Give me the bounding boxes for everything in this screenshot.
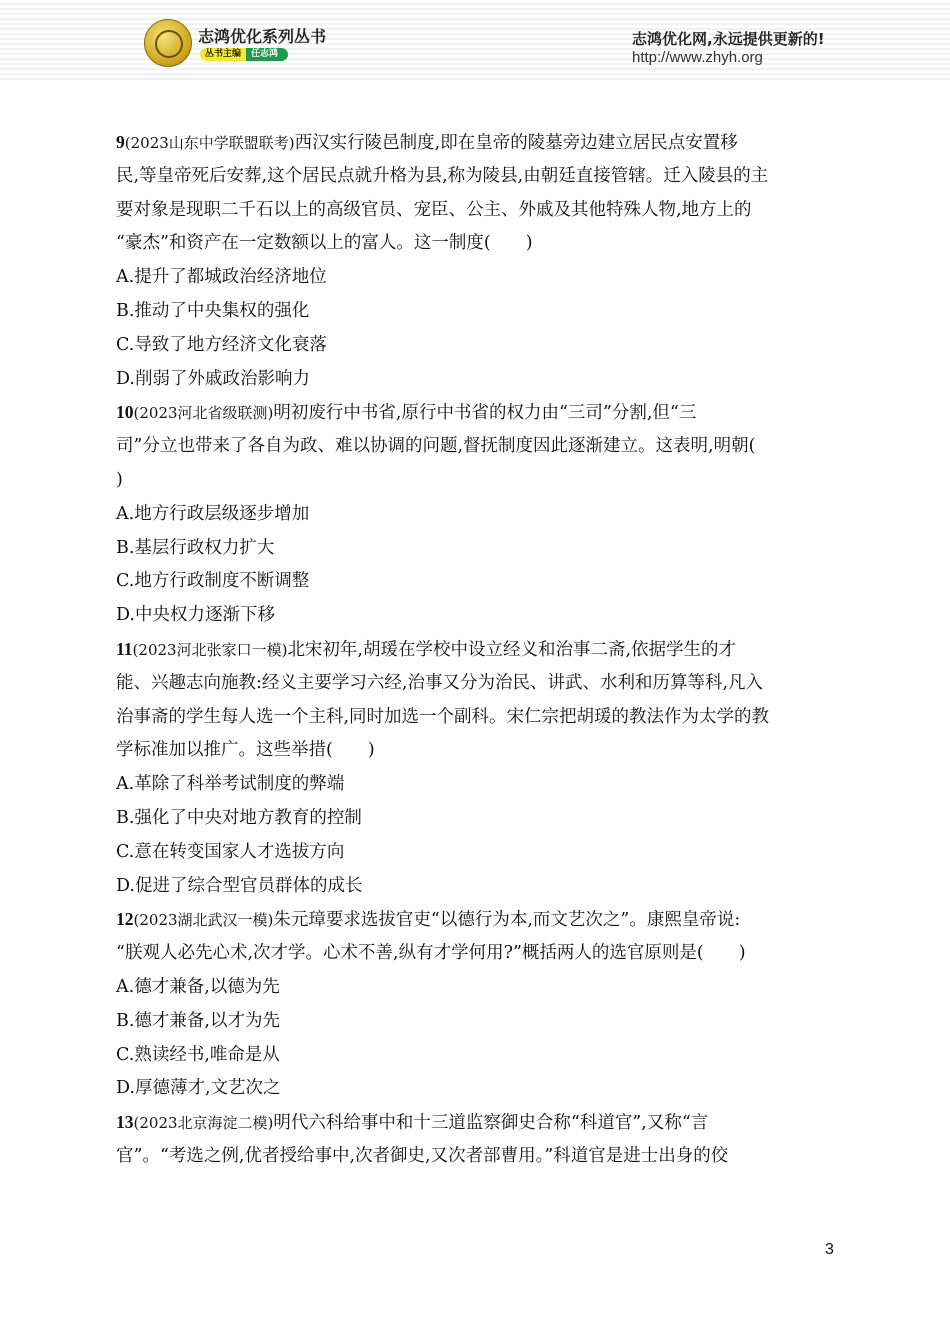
stem-text: 民,等皇帝死后安葬,这个居民点就升格为县,称为陵县,由朝廷直接管辖。迁入陵县的主 [116,165,769,186]
stem-text: 朱元璋要求选拔官吏“以德行为本,而文艺次之”。康熙皇帝说: [273,910,741,931]
question-source: (2023山东中学联盟联考) [124,134,295,152]
question-stem-line [116,734,846,768]
question-source: (2023河北省级联测) [133,404,274,423]
stem-text: 治事斋的学生每人选一个主科,同时加选一个副科。宋仁宗把胡瑗的教法作为太学的教 [116,706,770,727]
question-number: 10 [116,402,134,423]
stem-text: 要对象是现职二千石以上的高级官员、宠臣、公主、外戚及其他特殊人物,地方上的 [116,199,752,220]
page-header [0,0,950,80]
stem-text: 司”分立也带来了各自为政、难以协调的问题,督抚制度因此逐渐建立。这表明,明朝( [116,436,756,457]
question-source: (2023湖北武汉一模) [133,911,274,930]
answer-option: D.促进了综合型官员群体的成长 [116,875,363,896]
question-stem-line [116,701,846,735]
question-stem-line [116,126,846,160]
stem-text: 明初废行中书省,原行中书省的权力由“三司”分割,但“三 [273,403,697,424]
question-stem-line [116,464,846,498]
question-stem-line [116,396,846,430]
question-stem-line [116,1140,846,1174]
badge-name: 任志鸿 [246,48,288,61]
question-number: 11 [116,638,133,659]
question-number: 9 [116,132,125,152]
question-source: (2023北京海淀二模) [133,1114,274,1133]
answer-option: C.熟读经书,唯命是从 [116,1044,280,1065]
answer-option: A.提升了都城政治经济地位 [116,267,327,288]
stem-text: ) [116,469,123,490]
question-stem-line [116,160,846,194]
stem-text: “豪杰”和资产在一定数额以上的富人。这一制度( ) [116,233,533,254]
answer-option: B.德才兼备,以才为先 [116,1010,280,1031]
question-list [116,126,846,1174]
badge-label: 丛书主编 [200,48,246,61]
question [116,633,846,903]
answer-option: C.地方行政制度不断调整 [116,571,310,592]
question-stem-line [116,227,846,261]
answer-option: A.地方行政层级逐步增加 [116,503,310,524]
question-number: 13 [116,1112,134,1133]
editor-badge [200,48,288,61]
answer-option: C.导致了地方经济文化衰落 [116,334,327,355]
answer-option: D.削弱了外戚政治影响力 [116,368,310,389]
question-stem-line [116,937,846,971]
stem-text: 学标准加以推广。这些举措( ) [116,740,375,761]
question-stem-line [116,633,846,667]
question-stem-line [116,903,846,937]
question-number: 12 [116,909,134,930]
publisher-logo-icon [144,19,192,67]
slogan: 志鸿优化网,永远提供更新的! [632,30,825,48]
answer-option: C.意在转变国家人才选拔方向 [116,841,345,862]
question [116,396,846,633]
question-stem-line [116,430,846,464]
answer-option: B.强化了中央对地方教育的控制 [116,807,362,828]
stem-text: “朕观人必先心术,次才学。心术不善,纵有才学何用?”概括两人的选官原则是( ) [116,943,746,964]
answer-option: D.厚德薄才,文艺次之 [116,1078,281,1099]
answer-option: D.中央权力逐渐下移 [116,605,275,626]
stem-text: 北宋初年,胡瑗在学校中设立经义和治事二斋,依据学生的才 [287,639,737,660]
answer-option: A.德才兼备,以德为先 [116,976,280,997]
website-url: http://www.zhyh.org [632,49,763,66]
answer-option: B.推动了中央集权的强化 [116,300,310,321]
stem-text: 能、兴趣志向施教:经义主要学习六经,治事又分为治民、讲武、水利和历算等科,凡入 [116,672,764,693]
question-stem-line [116,1106,846,1140]
question-source: (2023河北张家口一模) [132,640,288,659]
question-stem-line [116,194,846,228]
answer-option: A.革除了科举考试制度的弊端 [116,774,345,795]
stem-text: 明代六科给事中和十三道监察御史合称“科道官”,又称“言 [273,1113,709,1134]
stem-text: 西汉实行陵邑制度,即在皇帝的陵墓旁边建立居民点安置移 [294,133,738,153]
stem-text: 官”。“考选之例,优者授给事中,次者御史,又次者部曹用。”科道官是进士出身的佼 [116,1145,729,1166]
question [116,903,846,1106]
question [116,126,846,396]
answer-option: B.基层行政权力扩大 [116,537,275,558]
question [116,1106,846,1174]
question-stem-line [116,667,846,701]
series-title: 志鸿优化系列丛书 [198,27,327,46]
page-number: 3 [825,1241,834,1258]
